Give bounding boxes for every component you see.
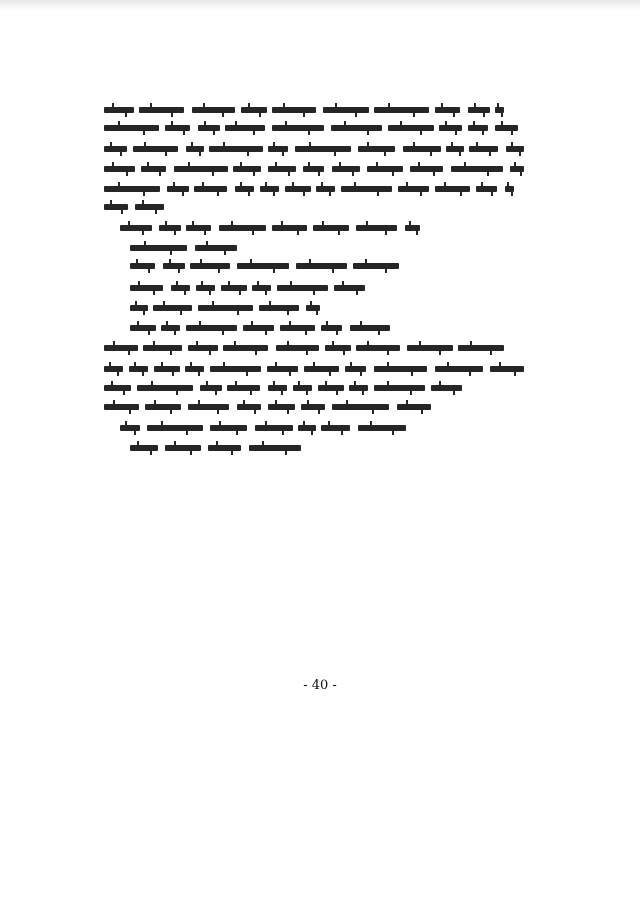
mongolian-word <box>167 186 189 192</box>
mongolian-word <box>469 146 498 152</box>
mongolian-word <box>120 225 152 231</box>
mongolian-word <box>147 425 203 431</box>
mongolian-word <box>104 204 128 210</box>
mongolian-word <box>277 285 328 291</box>
mongolian-word <box>451 166 503 172</box>
mongolian-word <box>194 186 227 192</box>
mongolian-word <box>243 325 274 331</box>
mongolian-text-line <box>130 241 250 255</box>
mongolian-word <box>325 345 351 351</box>
scan-edge-shadow <box>0 0 640 10</box>
mongolian-word <box>405 225 420 231</box>
mongolian-word <box>272 107 316 113</box>
mongolian-word <box>219 225 266 231</box>
mongolian-word <box>249 445 301 451</box>
mongolian-word <box>161 325 180 331</box>
mongolian-word <box>510 166 524 172</box>
mongolian-word <box>195 245 237 251</box>
mongolian-word <box>196 285 215 291</box>
mongolian-word <box>130 445 158 451</box>
mongolian-word <box>104 166 135 172</box>
mongolian-word <box>129 366 148 372</box>
mongolian-word <box>227 385 260 391</box>
mongolian-word <box>188 345 218 351</box>
mongolian-word <box>130 245 187 251</box>
mongolian-word <box>296 263 347 269</box>
mongolian-word <box>186 225 211 231</box>
mongolian-word <box>407 345 453 351</box>
mongolian-word <box>237 263 289 269</box>
mongolian-word <box>431 385 462 391</box>
mongolian-word <box>306 305 320 311</box>
mongolian-word <box>223 345 268 351</box>
mongolian-text-line <box>130 259 410 273</box>
mongolian-word <box>241 107 267 113</box>
mongolian-word <box>130 325 156 331</box>
mongolian-text-line <box>104 341 504 355</box>
mongolian-word <box>208 445 241 451</box>
mongolian-word <box>133 146 178 152</box>
mongolian-word <box>221 285 247 291</box>
mongolian-word <box>190 263 230 269</box>
mongolian-word <box>130 285 163 291</box>
mongolian-text-line <box>104 121 522 135</box>
mongolian-word <box>165 125 190 131</box>
mongolian-word <box>332 404 389 410</box>
mongolian-word <box>272 125 324 131</box>
mongolian-word <box>367 166 403 172</box>
mongolian-word <box>186 146 204 152</box>
mongolian-word <box>165 445 201 451</box>
mongolian-text-line <box>104 182 514 196</box>
mongolian-word <box>293 385 312 391</box>
mongolian-word <box>137 385 193 391</box>
mongolian-word <box>468 125 488 131</box>
mongolian-word <box>237 404 261 410</box>
mongolian-word <box>104 345 138 351</box>
mongolian-word <box>439 125 462 131</box>
mongolian-word <box>331 125 382 131</box>
mongolian-word <box>341 186 392 192</box>
mongolian-word <box>298 425 316 431</box>
mongolian-word <box>272 225 307 231</box>
mongolian-text-line <box>104 400 444 414</box>
mongolian-word <box>104 366 123 372</box>
mongolian-word <box>495 107 504 113</box>
mongolian-word <box>192 107 235 113</box>
mongolian-word <box>374 385 425 391</box>
mongolian-word <box>268 404 295 410</box>
mongolian-text-line <box>120 221 420 235</box>
mongolian-text-line <box>104 162 524 176</box>
mongolian-word <box>506 146 524 152</box>
mongolian-word <box>268 385 287 391</box>
mongolian-word <box>233 166 261 172</box>
mongolian-word <box>209 146 263 152</box>
mongolian-word <box>350 325 390 331</box>
mongolian-text-line <box>130 281 370 295</box>
mongolian-word <box>260 186 279 192</box>
mongolian-word <box>210 366 261 372</box>
mongolian-word <box>141 166 166 172</box>
mongolian-word <box>397 404 431 410</box>
mongolian-word <box>145 404 181 410</box>
mongolian-word <box>321 325 342 331</box>
mongolian-word <box>321 425 350 431</box>
mongolian-word <box>259 305 299 311</box>
mongolian-word <box>139 107 184 113</box>
mongolian-word <box>345 366 366 372</box>
mongolian-word <box>104 146 127 152</box>
mongolian-word <box>285 186 311 192</box>
mongolian-word <box>349 385 368 391</box>
mongolian-text-line <box>104 381 464 395</box>
mongolian-word <box>135 204 164 210</box>
mongolian-word <box>323 107 369 113</box>
mongolian-word <box>458 345 504 351</box>
mongolian-word <box>171 285 190 291</box>
mongolian-word <box>358 425 406 431</box>
mongolian-word <box>225 125 265 131</box>
mongolian-text-line <box>130 321 390 335</box>
mongolian-word <box>332 166 360 172</box>
mongolian-word <box>159 225 181 231</box>
mongolian-word <box>304 366 339 372</box>
mongolian-word <box>143 345 182 351</box>
mongolian-word <box>303 166 324 172</box>
mongolian-word <box>505 186 514 192</box>
mongolian-word <box>356 345 400 351</box>
mongolian-word <box>446 146 464 152</box>
mongolian-word <box>358 146 395 152</box>
mongolian-word <box>153 305 192 311</box>
mongolian-word <box>410 166 443 172</box>
mongolian-word <box>104 107 134 113</box>
mongolian-word <box>255 425 293 431</box>
mongolian-word <box>120 425 140 431</box>
mongolian-word <box>104 385 131 391</box>
mongolian-word <box>188 404 229 410</box>
mongolian-word <box>104 125 159 131</box>
mongolian-word <box>198 305 253 311</box>
mongolian-word <box>313 225 349 231</box>
mongolian-word <box>476 186 497 192</box>
mongolian-text-line <box>104 103 504 117</box>
page-number: - 40 - <box>303 678 337 693</box>
mongolian-word <box>403 146 441 152</box>
mongolian-word <box>495 125 518 131</box>
mongolian-word <box>210 425 247 431</box>
mongolian-word <box>104 186 160 192</box>
mongolian-word <box>301 404 325 410</box>
mongolian-word <box>252 285 271 291</box>
mongolian-text-line <box>104 362 524 376</box>
mongolian-word <box>268 146 288 152</box>
mongolian-word <box>374 107 429 113</box>
mongolian-word <box>435 186 470 192</box>
mongolian-word <box>200 385 222 391</box>
mongolian-word <box>280 325 315 331</box>
mongolian-text-line <box>104 200 164 214</box>
mongolian-word <box>185 366 204 372</box>
mongolian-word <box>468 107 490 113</box>
mongolian-word <box>353 263 399 269</box>
mongolian-text-line <box>130 441 310 455</box>
mongolian-word <box>490 366 524 372</box>
mongolian-word <box>154 366 180 372</box>
mongolian-word <box>356 225 397 231</box>
mongolian-word <box>276 345 319 351</box>
mongolian-word <box>398 186 429 192</box>
mongolian-text-line <box>104 142 524 156</box>
mongolian-text-line <box>130 301 320 315</box>
mongolian-word <box>318 385 344 391</box>
mongolian-word <box>268 166 296 172</box>
mongolian-word <box>174 166 228 172</box>
mongolian-word <box>316 186 335 192</box>
mongolian-text-line <box>120 421 420 435</box>
mongolian-word <box>334 285 365 291</box>
mongolian-word <box>435 366 483 372</box>
mongolian-word <box>130 263 155 269</box>
mongolian-word <box>435 107 460 113</box>
mongolian-word <box>130 305 148 311</box>
mongolian-word <box>374 366 427 372</box>
mongolian-word <box>295 146 351 152</box>
mongolian-word <box>198 125 220 131</box>
mongolian-word <box>104 404 139 410</box>
mongolian-word <box>163 263 185 269</box>
mongolian-word <box>267 366 298 372</box>
mongolian-word <box>235 186 254 192</box>
mongolian-word <box>186 325 237 331</box>
mongolian-word <box>388 125 434 131</box>
